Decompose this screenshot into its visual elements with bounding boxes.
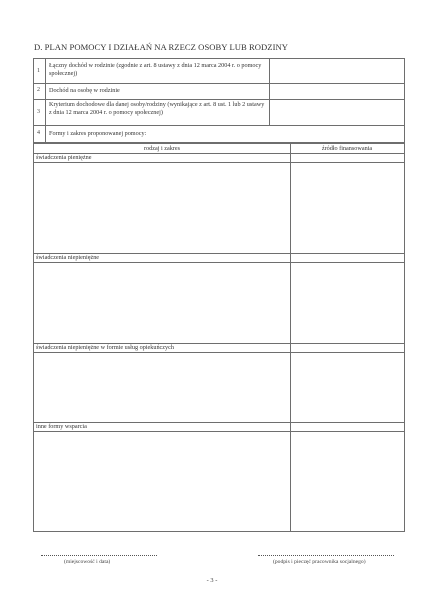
row-number: 3 [37, 109, 40, 115]
cash-benefits-funding-field[interactable] [291, 163, 404, 253]
section-label-non-cash-benefits: świadczenia niepieniężne [36, 254, 100, 261]
total-income-field[interactable] [270, 59, 404, 83]
row-number: 4 [37, 130, 40, 136]
income-per-person-field[interactable] [270, 84, 404, 99]
signature-line[interactable] [258, 555, 394, 556]
income-table [33, 58, 405, 143]
signature-caption: (podpis i pieczęć pracownika socjalnego) [273, 559, 366, 565]
page-number: - 3 - [206, 577, 218, 584]
aid-plan-table [33, 143, 405, 532]
cash-benefits-scope-field[interactable] [34, 163, 290, 253]
other-support-scope-field[interactable] [34, 432, 290, 531]
section-label-care-services: świadczenia niepieniężne w formie usług opiekuńczych [36, 344, 174, 351]
section-label-other-support: inne formy wsparcia [36, 423, 87, 430]
column-header-scope: rodzaj i zakres [143, 145, 181, 152]
non-cash-benefits-scope-field[interactable] [34, 263, 290, 343]
section-label-cash-benefits: świadczenia pieniężne [36, 154, 92, 161]
section-title: D. PLAN POMOCY I DZIAŁAŃ NA RZECZ OSOBY LUB RODZINY [34, 42, 288, 52]
other-support-funding-field[interactable] [291, 432, 404, 531]
column-header-funding: źródło finansowania [321, 145, 373, 152]
care-services-scope-field[interactable] [34, 353, 290, 422]
row-label-income-criterion: Kryterium dochodowe dla danej osoby/rodziny (wynikające z art. 8 ust. 1 lub 2 ustawy z dnia 12 marca 2004 r. o pomocy społecznej) [49, 101, 265, 116]
place-date-caption: (miejscowość i data) [64, 559, 111, 565]
care-services-funding-field[interactable] [291, 353, 404, 422]
row-number: 1 [37, 68, 40, 74]
place-date-line[interactable] [41, 555, 157, 556]
row-label-forms-of-aid: Formy i zakres proponowanej pomocy: [49, 130, 147, 137]
row-label-income-per-person: Dochód na osobę w rodzinie [49, 87, 120, 94]
non-cash-benefits-funding-field[interactable] [291, 263, 404, 343]
income-criterion-field[interactable] [270, 100, 404, 125]
row-number: 2 [37, 87, 40, 93]
row-label-total-income: Łączny dochód w rodzinie (zgodnie z art. 8 ustawy z dnia 12 marca 2004 r. o pomocy społecznej) [49, 62, 262, 77]
